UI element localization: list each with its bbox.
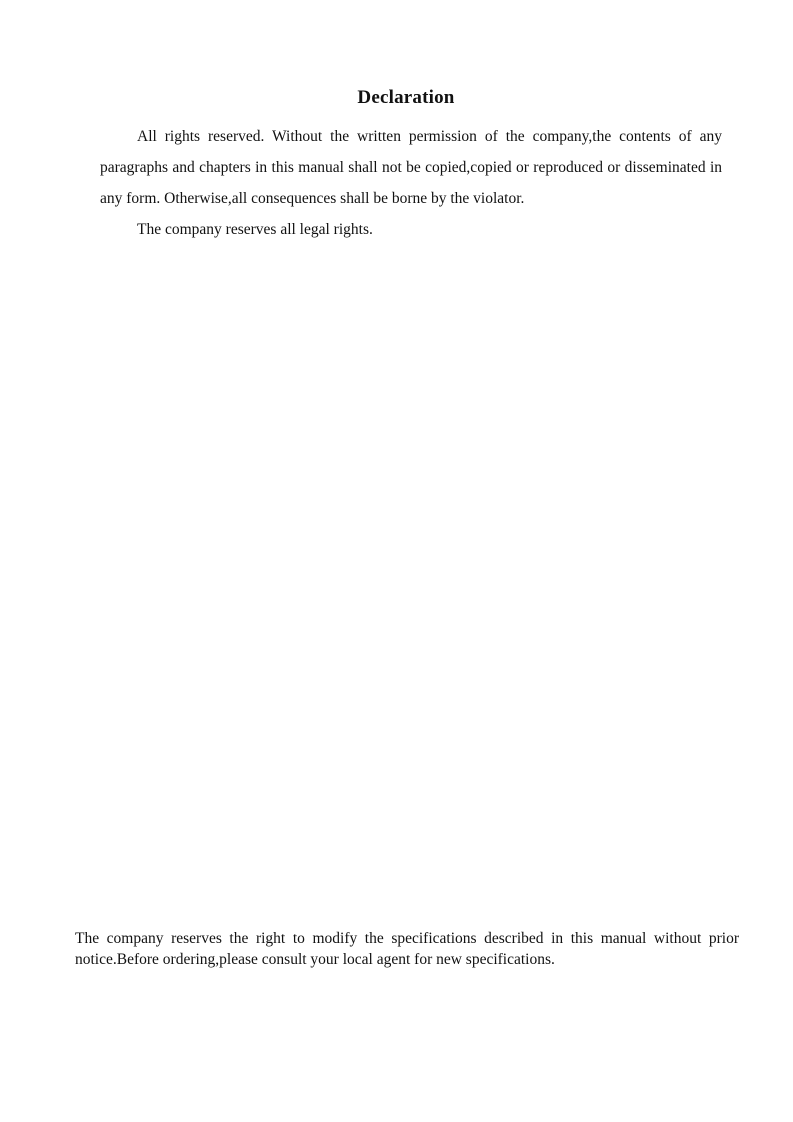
rights-paragraph: All rights reserved. Without the written permission of the company,the contents of any paragraphs and chapters in this manual shall not be copied,copied or reproduced or disseminated in any form. Otherwise,all consequences shall be borne by the violator.: [100, 128, 722, 207]
legal-rights-paragraph: The company reserves all legal rights.: [137, 221, 373, 238]
specification-notice: The company reserves the right to modify the specifications described in this manual without prior notice.Before ordering,please consult your local agent for new specifications.: [75, 930, 739, 968]
page-title: Declaration: [357, 87, 455, 108]
declaration-body: [100, 121, 722, 245]
